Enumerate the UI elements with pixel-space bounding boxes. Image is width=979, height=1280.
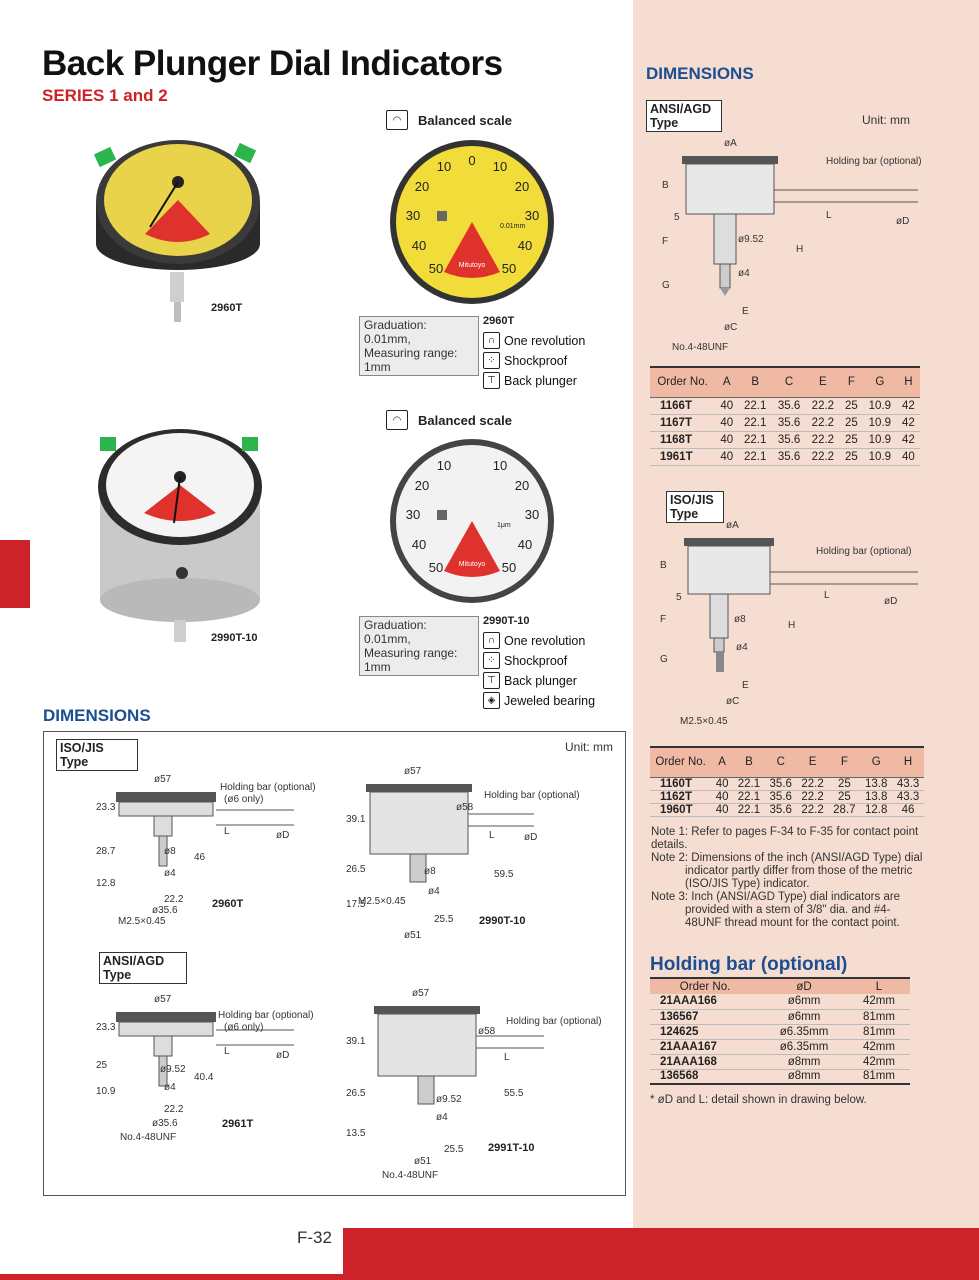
table-cell: 40 <box>720 433 734 446</box>
table-cell: 22.2 <box>811 399 835 412</box>
dim-phi8: ø8 <box>164 846 176 857</box>
table-cell: 22.1 <box>737 790 761 803</box>
dim-265: 26.5 <box>346 864 366 875</box>
holding-bar-label: Holding bar (optional) <box>484 790 580 801</box>
dial-tick-30a: 30 <box>405 507 421 522</box>
dim-stem-ansi: ø9.52 <box>738 234 764 245</box>
dim-no448: No.4-48UNF <box>120 1132 177 1143</box>
order-no-cell: 1167T <box>660 416 692 429</box>
dim-H: H <box>796 244 804 255</box>
col-c: C <box>765 747 797 777</box>
footer-line <box>0 1274 979 1280</box>
dim-255: 25.5 <box>444 1144 464 1155</box>
dial-tick-30b: 30 <box>524 208 540 223</box>
order-no-cell: 1961T <box>660 450 693 463</box>
page-subtitle: SERIES 1 and 2 <box>42 86 168 105</box>
dim-D: øD <box>524 832 538 843</box>
dim-595: 59.5 <box>494 869 514 880</box>
holding-bar-label: Holding bar (optional) <box>218 1010 314 1021</box>
col-a: A <box>711 747 733 777</box>
dim-phi4: ø4 <box>164 1082 176 1093</box>
table-cell: ø8mm <box>787 1055 821 1068</box>
ansi-agd-type-label: ANSI/AGD Type <box>99 952 187 984</box>
table-row <box>650 1024 910 1039</box>
dim-phi58: ø58 <box>478 1026 496 1037</box>
dim-phi4: ø4 <box>436 1112 448 1123</box>
table-cell: 35.6 <box>777 450 801 463</box>
table-cell: 40 <box>901 450 915 463</box>
table-cell: 22.2 <box>801 777 824 790</box>
dim-L: L <box>224 826 230 837</box>
spec-box-2960t <box>359 316 479 376</box>
balanced-scale-icon: ◠ <box>386 110 408 130</box>
dim-phi356: ø35.6 <box>152 905 178 916</box>
dim-E: E <box>742 680 749 691</box>
table-row <box>650 1009 910 1024</box>
dim-B: B <box>660 560 667 571</box>
drawing-label-2991t-10: 2991T-10 <box>488 1142 535 1154</box>
table-cell: 13.8 <box>864 777 888 790</box>
product-photo-2960t <box>90 122 280 332</box>
col-f: F <box>840 367 863 397</box>
dial-tick-20b: 20 <box>514 179 530 194</box>
dim-H: H <box>788 620 796 631</box>
table-cell: 25 <box>837 790 851 803</box>
table-row <box>650 777 924 790</box>
dim-25: 25 <box>96 1060 108 1071</box>
col-b: B <box>733 747 765 777</box>
order-no-cell: 21AAA167 <box>660 1040 717 1053</box>
order-no-cell: 1162T <box>660 790 692 803</box>
dim-L: L <box>826 210 832 221</box>
dial-face-white <box>389 438 555 604</box>
balanced-scale-1 <box>386 110 512 130</box>
dim-m25: M2.5×0.45 <box>118 916 166 927</box>
dial-tick-50a: 50 <box>428 560 444 575</box>
holding-bar-label: Holding bar (optional) <box>220 782 316 793</box>
dim-222: 22.2 <box>164 1104 184 1115</box>
dimensions-heading-left: DIMENSIONS <box>43 706 151 725</box>
shockproof-icon: ⁘ <box>483 352 500 369</box>
table-row <box>650 994 910 1009</box>
table-cell: 10.9 <box>868 450 892 463</box>
note-3: Note 3: Inch (ANSI/AGD Type) dial indicators are provided with a stem of 3/8" dia. and #4-48UNF thread mount for the contact point. <box>651 891 901 929</box>
col-c: C <box>772 367 806 397</box>
shockproof-icon: ⁘ <box>483 652 500 669</box>
graduation-text: Graduation: 0.01mm, <box>364 318 427 346</box>
dim-m25: M2.5×0.45 <box>358 896 406 907</box>
col-g: G <box>863 367 897 397</box>
table-cell: 22.1 <box>744 416 767 429</box>
table-cell: 22.2 <box>811 433 835 446</box>
table-cell: ø6.35mm <box>779 1040 829 1053</box>
drawing-2991t-10 <box>344 984 602 1184</box>
feature-one-revolution: ∩ One revolution <box>483 332 585 349</box>
dim-phi4: ø4 <box>736 642 748 653</box>
page-number: F-32 <box>297 1228 332 1247</box>
order-no-cell: 124625 <box>660 1025 699 1038</box>
graduation-text: Graduation: 0.01mm, <box>364 618 427 646</box>
jeweled-bearing-icon: ◈ <box>483 692 500 709</box>
dim-F: F <box>662 236 669 247</box>
thread-iso: M2.5×0.45 <box>680 716 728 727</box>
col-g: G <box>860 747 892 777</box>
photo-label-2960t: 2960T <box>211 302 243 314</box>
table-row <box>650 397 920 414</box>
dial-tick-10a: 10 <box>436 458 452 473</box>
col-d: øD <box>760 978 848 994</box>
holding-bar-heading: Holding bar (optional) <box>650 954 848 975</box>
dial-tick-40a: 40 <box>411 537 427 552</box>
dim-no448: No.4-48UNF <box>382 1170 439 1181</box>
order-no-cell: 136568 <box>660 1070 699 1083</box>
order-no-cell: 21AAA168 <box>660 1055 717 1068</box>
feature-one-revolution: ∩ One revolution <box>483 632 595 649</box>
one-revolution-icon: ∩ <box>483 632 500 649</box>
table-cell: 25 <box>837 777 851 790</box>
dial-tick-10b: 10 <box>492 458 508 473</box>
dim-L: L <box>504 1052 510 1063</box>
dial-face-yellow <box>389 139 555 305</box>
table-cell: 43.3 <box>896 777 920 790</box>
col-e: E <box>797 747 829 777</box>
table-cell: 35.6 <box>777 433 801 446</box>
dial-tick-50b: 50 <box>501 261 517 276</box>
note-1: Note 1: Refer to pages F-34 to F-35 for contact point details. <box>651 826 919 851</box>
table-cell: 42mm <box>862 1040 895 1053</box>
range-text: Measuring range: 1mm <box>364 346 458 374</box>
table-cell: 28.7 <box>833 803 856 816</box>
table-cell: 22.1 <box>737 777 761 790</box>
feature-back-plunger: ⊤ Back plunger <box>483 672 595 689</box>
table-cell: 42mm <box>862 995 895 1008</box>
dim-phi356: ø35.6 <box>152 1118 178 1129</box>
table-cell: 25 <box>844 450 858 463</box>
table-cell: 10.9 <box>868 433 892 446</box>
dial-tick-30a: 30 <box>405 208 421 223</box>
balanced-scale-2 <box>386 410 512 430</box>
dim-23: 23.3 <box>96 1022 116 1033</box>
table-cell: 40 <box>715 777 729 790</box>
table-cell: 25 <box>844 399 858 412</box>
range-text: Measuring range: 1mm <box>364 646 458 674</box>
dim-555: 55.5 <box>504 1088 524 1099</box>
table-row <box>650 790 924 803</box>
table-row <box>650 803 924 816</box>
col-e: E <box>806 367 840 397</box>
table-cell: 35.6 <box>777 416 801 429</box>
drawing-iso-jis-type <box>652 514 924 734</box>
order-no-cell: 1166T <box>660 399 692 412</box>
order-no-cell: 136567 <box>660 1010 699 1023</box>
unit-label-left: Unit: mm <box>565 740 613 754</box>
product-photo-2990t-10 <box>92 425 272 655</box>
holding-bar-label: Holding bar (optional) <box>506 1016 602 1027</box>
dim-L: L <box>224 1046 230 1057</box>
holding-bar-footnote: * øD and L: detail shown in drawing below. <box>650 1094 867 1106</box>
table-cell: 40 <box>715 790 729 803</box>
table-cell: 10.9 <box>868 399 892 412</box>
dial-unit-yellow: 0.01mm <box>500 223 526 230</box>
photo-label-2990t-10: 2990T-10 <box>211 632 258 644</box>
col-order-no: Order No. <box>650 978 760 994</box>
dial-tick-30b: 30 <box>524 507 540 522</box>
col-h: H <box>892 747 924 777</box>
dial-tick-40b: 40 <box>517 537 533 552</box>
holding-bar-table <box>650 977 910 1085</box>
table-cell: 40 <box>720 450 734 463</box>
dim-phiA: øA <box>724 138 737 149</box>
dim-L: L <box>489 830 495 841</box>
table-cell: 42 <box>901 433 915 446</box>
dim-109: 10.9 <box>96 1086 116 1097</box>
ansi-agd-type-label-right: ANSI/AGD Type <box>646 100 722 132</box>
table-cell: ø8mm <box>787 1070 821 1083</box>
table-cell: 22.1 <box>744 399 767 412</box>
dial-tick-50a: 50 <box>428 261 444 276</box>
dim-222: 22.2 <box>164 894 184 905</box>
dim-phiC: øC <box>726 696 740 707</box>
dim-D: øD <box>276 830 290 841</box>
iso-jis-type-label-right: ISO/JIS Type <box>666 491 724 523</box>
dim-phi4: ø4 <box>164 868 176 879</box>
feature-list-2960t <box>483 332 585 389</box>
dial-tick-10b: 10 <box>492 159 508 174</box>
table-cell: ø6.35mm <box>779 1025 829 1038</box>
page-title: Back Plunger Dial Indicators <box>42 44 503 83</box>
table-row <box>650 448 920 465</box>
dial-brand-white: Mitutoyo <box>458 561 486 568</box>
unit-label-right: Unit: mm <box>862 113 910 127</box>
dial-tick-40a: 40 <box>411 238 427 253</box>
table-row <box>650 1069 910 1084</box>
feature-list-2990t-10 <box>483 632 595 709</box>
dim-L: L <box>824 590 830 601</box>
table-cell: 40 <box>715 803 729 816</box>
table-row <box>650 414 920 431</box>
dim-287: 28.7 <box>96 846 116 857</box>
dial-tick-40b: 40 <box>517 238 533 253</box>
note-2: Note 2: Dimensions of the inch (ANSI/AGD Type) dial indicator partly differ from those of the metric (ISO/JIS Type) indicator. <box>651 852 923 890</box>
col-order-no: Order No. <box>650 367 715 397</box>
table-cell: 25 <box>844 433 858 446</box>
feature-shockproof: ⁘ Shockproof <box>483 352 585 369</box>
dial-tick-20a: 20 <box>414 478 430 493</box>
drawing-label-2990t-10: 2990T-10 <box>479 915 526 927</box>
iso-jis-type-label: ISO/JIS Type <box>56 739 138 771</box>
dial-tick-0: 0 <box>468 153 476 168</box>
dial-tick-20b: 20 <box>514 478 530 493</box>
table-cell: 46 <box>901 803 915 816</box>
phi6-only-label: (ø6 only) <box>224 794 264 805</box>
dim-D: øD <box>896 216 910 227</box>
order-no-cell: 1168T <box>660 433 692 446</box>
table-cell: 40 <box>720 416 734 429</box>
dim-D: øD <box>276 1050 290 1061</box>
balanced-scale-label: Balanced scale <box>418 412 512 428</box>
table-cell: 22.2 <box>801 803 824 816</box>
dial-tick-50b: 50 <box>501 560 517 575</box>
table-cell: 81mm <box>862 1010 895 1023</box>
table-cell: 25 <box>844 416 858 429</box>
spec-model-2960t: 2960T <box>483 315 515 327</box>
table-row <box>650 431 920 448</box>
iso-spec-table <box>650 746 924 817</box>
dim-phi8: ø8 <box>424 866 436 877</box>
thread-ansi: No.4-48UNF <box>672 342 729 353</box>
table-cell: 40 <box>720 399 734 412</box>
table-cell: 22.2 <box>801 790 824 803</box>
table-cell: 22.1 <box>744 433 767 446</box>
col-l: L <box>848 978 910 994</box>
drawing-2961t <box>84 990 314 1150</box>
col-f: F <box>828 747 860 777</box>
dimensions-heading-right: DIMENSIONS <box>646 64 754 83</box>
table-row <box>650 1054 910 1069</box>
dim-128: 12.8 <box>96 878 116 889</box>
drawing-label-2961t: 2961T <box>222 1118 254 1130</box>
drawing-label-2960t: 2960T <box>212 898 244 910</box>
dim-G: G <box>662 280 670 291</box>
table-cell: ø6mm <box>787 995 821 1008</box>
table-cell: 81mm <box>862 1025 895 1038</box>
col-order-no: Order No. <box>650 747 711 777</box>
phi6-only-label: (ø6 only) <box>224 1022 264 1033</box>
table-cell: 35.6 <box>769 777 792 790</box>
order-no-cell: 1960T <box>660 803 693 816</box>
dim-255: 25.5 <box>434 914 454 925</box>
table-cell: 81mm <box>862 1070 895 1083</box>
table-cell: 13.8 <box>864 790 888 803</box>
dim-phi57: ø57 <box>154 994 172 1005</box>
table-cell: 35.6 <box>769 803 792 816</box>
dim-D: øD <box>884 596 898 607</box>
dim-phi952: ø9.52 <box>436 1094 462 1105</box>
dim-175: 17.5 <box>346 899 366 910</box>
section-tab-marker <box>0 540 30 608</box>
table-cell: 22.1 <box>737 803 761 816</box>
order-no-cell: 1160T <box>660 777 692 790</box>
dim-phiC: øC <box>724 322 738 333</box>
dial-tick-20a: 20 <box>414 179 430 194</box>
holding-bar-label: Holding bar (optional) <box>816 546 912 557</box>
order-no-cell: 21AAA166 <box>660 995 717 1008</box>
dim-phi952: ø9.52 <box>160 1064 186 1075</box>
ansi-spec-table <box>650 366 920 466</box>
balanced-scale-label: Balanced scale <box>418 112 512 128</box>
notes <box>651 826 926 930</box>
col-b: B <box>738 367 772 397</box>
dim-391: 39.1 <box>346 814 366 825</box>
holding-bar-label: Holding bar (optional) <box>826 156 922 167</box>
drawing-ansi-agd-type <box>652 130 924 358</box>
table-row <box>650 1039 910 1054</box>
dim-135: 13.5 <box>346 1128 366 1139</box>
table-cell: 42 <box>901 399 915 412</box>
table-cell: 12.8 <box>864 803 888 816</box>
dim-phi4: ø4 <box>428 886 440 897</box>
dim-phi57: ø57 <box>412 988 430 999</box>
col-h: H <box>897 367 920 397</box>
dial-brand-yellow: Mitutoyo <box>458 262 486 269</box>
back-plunger-icon: ⊤ <box>483 372 500 389</box>
dim-B: B <box>662 180 669 191</box>
dimensions-drawing-box <box>43 731 626 1196</box>
one-revolution-icon: ∩ <box>483 332 500 349</box>
dim-391: 39.1 <box>346 1036 366 1047</box>
dim-phi57: ø57 <box>154 774 172 785</box>
dim-265: 26.5 <box>346 1088 366 1099</box>
dim-phi58: ø58 <box>456 802 474 813</box>
col-a: A <box>715 367 738 397</box>
dim-phi4: ø4 <box>738 268 750 279</box>
dim-404: 40.4 <box>194 1072 214 1083</box>
table-cell: 22.2 <box>811 416 835 429</box>
dim-phi51: ø51 <box>414 1156 432 1167</box>
dim-phi57: ø57 <box>404 766 422 777</box>
dim-phiA: øA <box>726 520 739 531</box>
feature-back-plunger: ⊤ Back plunger <box>483 372 585 389</box>
table-cell: 35.6 <box>769 790 792 803</box>
drawing-2960t <box>84 770 316 930</box>
dial-tick-10a: 10 <box>436 159 452 174</box>
dim-stem-iso: ø8 <box>734 614 746 625</box>
spec-box-2990t-10 <box>359 616 479 676</box>
footer-bar <box>343 1228 979 1274</box>
dim-5: 5 <box>676 592 682 603</box>
dim-5: 5 <box>674 212 680 223</box>
table-cell: 43.3 <box>896 790 920 803</box>
feature-jeweled-bearing: ◈ Jeweled bearing <box>483 692 595 709</box>
table-cell: ø6mm <box>787 1010 821 1023</box>
back-plunger-icon: ⊤ <box>483 672 500 689</box>
dim-46: 46 <box>194 852 206 863</box>
table-cell: 35.6 <box>777 399 801 412</box>
feature-shockproof: ⁘ Shockproof <box>483 652 595 669</box>
dim-23: 23.3 <box>96 802 116 813</box>
table-cell: 10.9 <box>868 416 892 429</box>
spec-model-2990t-10: 2990T-10 <box>483 615 530 627</box>
table-cell: 22.2 <box>811 450 835 463</box>
table-cell: 22.1 <box>744 450 767 463</box>
dim-G: G <box>660 654 668 665</box>
table-cell: 42 <box>901 416 915 429</box>
dim-phi51: ø51 <box>404 930 422 941</box>
dim-E: E <box>742 306 749 317</box>
dim-F: F <box>660 614 667 625</box>
balanced-scale-icon: ◠ <box>386 410 408 430</box>
table-cell: 42mm <box>862 1055 895 1068</box>
dial-unit-white: 1μm <box>497 522 511 529</box>
